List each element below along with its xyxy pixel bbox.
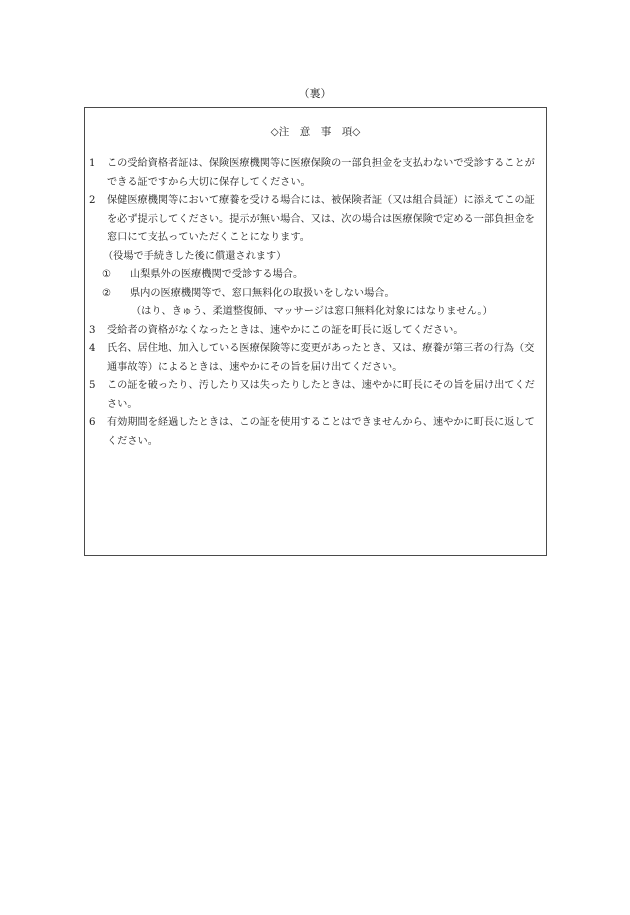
- notice-items: [89, 155, 541, 451]
- notice-item-1: [89, 155, 541, 192]
- exception-item-1: [89, 266, 541, 285]
- item-text: この受給資格者証は、保険医療機関等に医療保険の一部負担金を支払わないで受診することができる証ですから大切に保存してください。: [107, 158, 535, 188]
- item-number: 6: [89, 417, 96, 428]
- reimbursement-note: （役場で手続きした後に償還されます）: [103, 250, 287, 262]
- item-text: 保健医療機関等において療養を受ける場合には、被保険者証（又は組合員証）に添えてこの証を必ず提示してください。提示が無い場合、又は、次の場合は医療保険で定める一部負担金を窓口にて支払っていただくことになります。: [107, 195, 535, 243]
- notice-title-text: ◇注 意 事 項◇: [270, 126, 361, 138]
- item-number: 4: [89, 343, 96, 354]
- notice-item-4: [89, 340, 541, 377]
- exception-list: [89, 266, 541, 303]
- item-number: 5: [89, 380, 96, 391]
- notice-item-2: [89, 192, 541, 248]
- notice-item-3: [89, 322, 541, 341]
- exception-marker: ①: [102, 269, 112, 280]
- item-text: 受給者の資格がなくなったときは、速やかにこの証を町長に返してください。: [107, 324, 464, 336]
- notice-item-5: [89, 377, 541, 414]
- item-number: 1: [89, 158, 96, 169]
- exception-text: 山梨県外の医療機関で受診する場合。: [130, 269, 304, 280]
- exception-marker: ②: [102, 287, 112, 299]
- page-side-label: （裏）: [298, 87, 332, 100]
- notice-item-6: [89, 414, 541, 451]
- item-number: 3: [89, 324, 96, 336]
- item-text: 氏名、居住地、加入している医療保険等に変更があったとき、又は、療養が第三者の行為（交通事故等）によるときは、速やかにその旨を届け出てください。: [107, 343, 535, 373]
- exception-footnote: （はり、きゅう、柔道整復師、マッサージは窓口無料化対象にはなりません。）: [131, 306, 493, 317]
- notice-title: [85, 124, 546, 139]
- item-number: 2: [89, 195, 96, 206]
- exception-text: 県内の医療機関等で、窓口無料化の取扱いをしない場合。: [130, 287, 395, 299]
- item-text: この証を破ったり、汚したり又は失ったりしたときは、速やかに町長にその旨を届け出てください。: [107, 380, 535, 410]
- exception-item-2: [89, 285, 541, 304]
- notice-box: [84, 107, 547, 556]
- item-text: 有効期間を経過したときは、この証を使用することはできませんから、速やかに町長に返してください。: [107, 417, 535, 447]
- notice-item-2-group: [89, 192, 541, 322]
